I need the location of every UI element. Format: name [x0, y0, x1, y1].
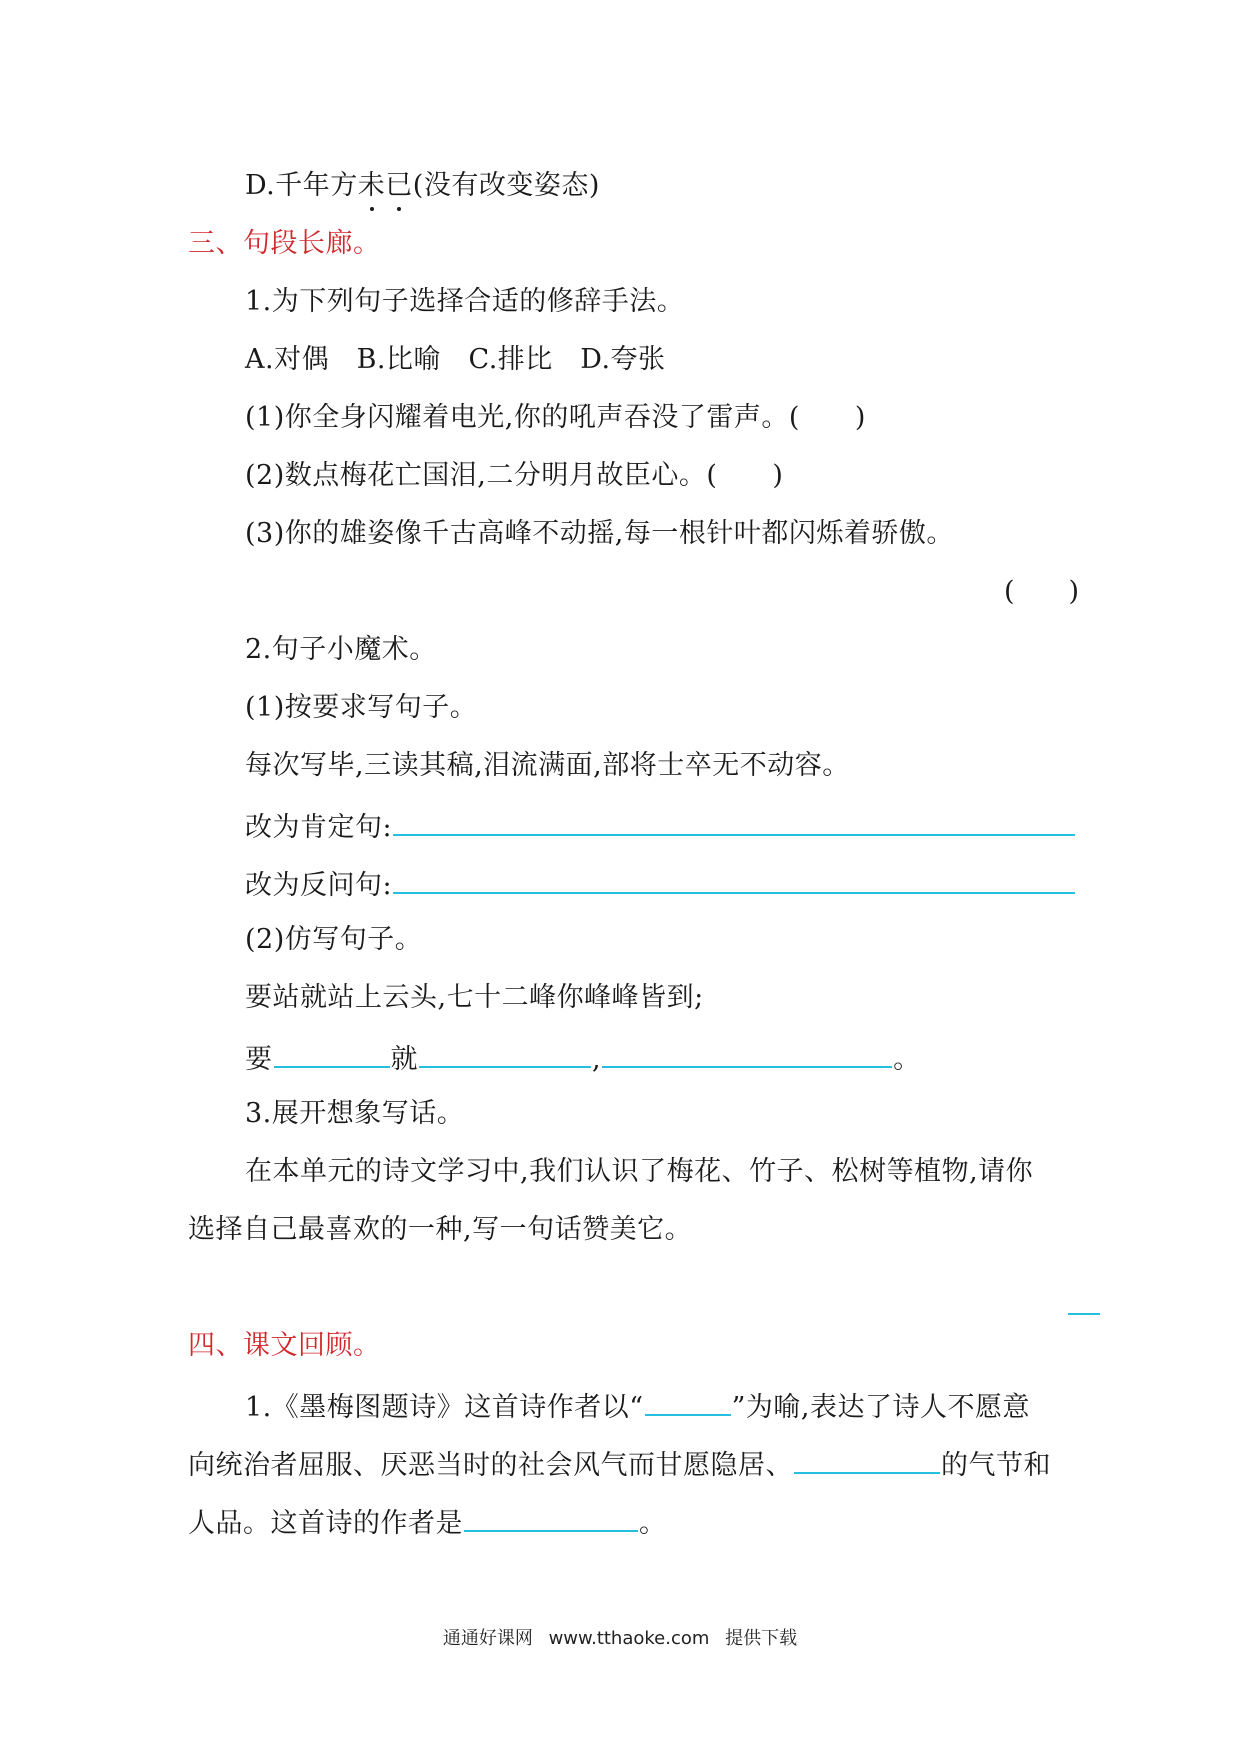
q1-item-3: (3)你的雄姿像千古高峰不动摇,每一根针叶都闪烁着骄傲。: [245, 518, 954, 549]
s4-q1-line-2: [188, 1444, 1051, 1484]
footer-note: 提供下载: [725, 1628, 798, 1649]
affirmative-answer-blank[interactable]: [393, 806, 1075, 836]
imitate-comma: ,: [592, 1044, 602, 1075]
affirmative-row: [245, 806, 1076, 846]
imitate-end: 。: [893, 1044, 921, 1075]
page-footer: [0, 1624, 1240, 1650]
imitate-yao: 要: [245, 1044, 273, 1075]
metaphor-blank[interactable]: [645, 1386, 731, 1416]
q1-item-3-answer-paren: ( ): [1004, 576, 1080, 607]
q1-item-1: (1)你全身闪耀着电光,你的吼声吞没了雷声。( ): [245, 402, 866, 433]
option-d-prefix: D.千年方: [245, 170, 358, 201]
rhetorical-answer-blank[interactable]: [393, 864, 1075, 894]
footer-site-name: 通通好课网: [442, 1628, 533, 1649]
imitate-blank-1[interactable]: [274, 1038, 390, 1068]
s4-q1-line1-b: ”为喻,表达了诗人不愿意: [731, 1392, 1030, 1423]
q3-paragraph-line-1: 在本单元的诗文学习中,我们认识了梅花、竹子、松树等植物,请你: [245, 1156, 1034, 1187]
q1-item-2: (2)数点梅花亡国泪,二分明月故臣心。( ): [245, 460, 784, 491]
q3-answer-blank[interactable]: [1068, 1313, 1100, 1315]
s4-q1-line-1: [245, 1386, 1030, 1426]
rhetorical-row: [245, 864, 1076, 904]
s4-q1-line2-b: 的气节和: [941, 1450, 1051, 1481]
dotted-char-2: 已: [385, 170, 413, 201]
s4-q1-line3-b: 。: [639, 1508, 667, 1539]
option-d-line: [245, 168, 600, 204]
q2-sub2-title: (2)仿写句子。: [245, 924, 423, 955]
section3-heading: 三、句段长廊。: [188, 228, 381, 259]
imitate-row: [245, 1038, 921, 1078]
q1-options: A.对偶 B.比喻 C.排比 D.夸张: [245, 344, 666, 375]
q2-sub2-sentence: 要站就站上云头,七十二峰你峰峰皆到;: [245, 982, 704, 1013]
dotted-char-1: 未: [357, 170, 386, 201]
q1-title: 1.为下列句子选择合适的修辞手法。: [245, 286, 685, 317]
s4-q1-line-3: [188, 1502, 667, 1542]
footer-url[interactable]: www.tthaoke.com: [548, 1628, 710, 1649]
imitate-jiu: 就: [390, 1044, 418, 1075]
q3-title: 3.展开想象写话。: [245, 1098, 465, 1129]
s4-q1-line3-a: 人品。这首诗的作者是: [188, 1508, 463, 1539]
option-d-suffix: (没有改变姿态): [412, 170, 600, 201]
section4-heading: 四、课文回顾。: [188, 1330, 381, 1361]
imitate-blank-3[interactable]: [602, 1038, 892, 1068]
q2-sub1-sentence: 每次写毕,三读其稿,泪流满面,部将士卒无不动容。: [245, 750, 850, 781]
integrity-blank[interactable]: [794, 1444, 940, 1474]
q2-title: 2.句子小魔术。: [245, 634, 437, 665]
imitate-blank-2[interactable]: [419, 1038, 591, 1068]
s4-q1-line1-a: 1.《墨梅图题诗》这首诗作者以“: [245, 1392, 644, 1423]
rhetorical-label: 改为反问句:: [245, 870, 393, 901]
author-blank[interactable]: [464, 1502, 638, 1532]
q2-sub1-title: (1)按要求写句子。: [245, 692, 478, 723]
q3-paragraph-line-2: 选择自己最喜欢的一种,写一句话赞美它。: [188, 1214, 693, 1245]
affirmative-label: 改为肯定句:: [245, 812, 393, 843]
s4-q1-line2-a: 向统治者屈服、厌恶当时的社会风气而甘愿隐居、: [188, 1450, 793, 1481]
